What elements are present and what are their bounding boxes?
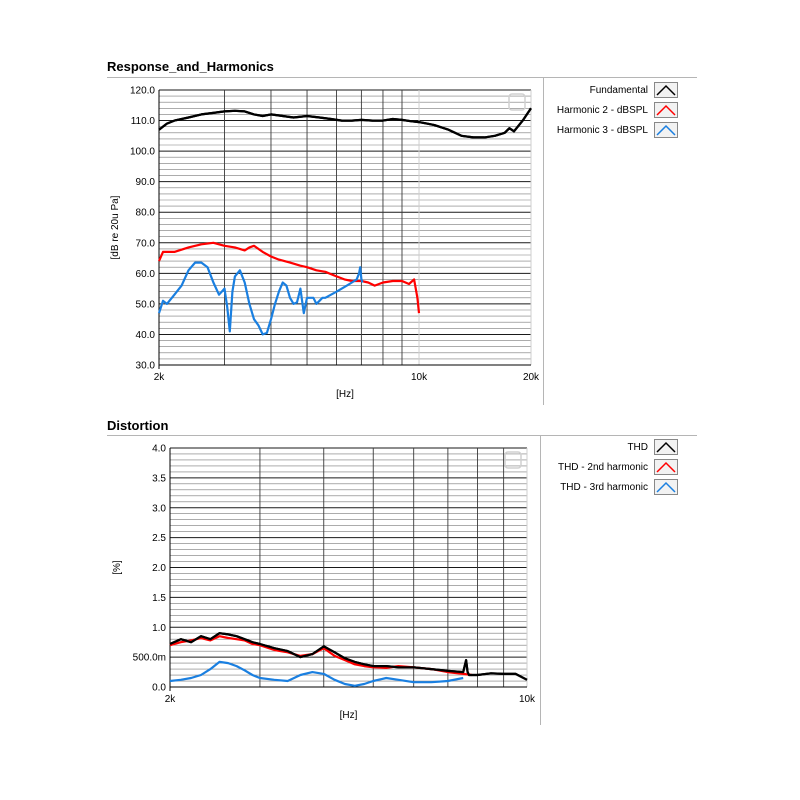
x-tick-label: 20k — [522, 372, 540, 383]
y-tick-label: 90.0 — [135, 177, 155, 189]
y-tick-label: 40.0 — [135, 329, 155, 341]
x-tick-label: 2k — [164, 694, 176, 705]
y-tick-label: 3.0 — [152, 503, 166, 515]
x-tick-label: 10k — [518, 694, 536, 705]
legend-label: Fundamental — [589, 84, 648, 96]
x-tick-label: 10k — [410, 372, 428, 383]
y-tick-label: 1.0 — [152, 622, 166, 634]
legend-label: THD — [627, 441, 648, 453]
y-tick-label: 1.5 — [152, 592, 166, 604]
x-axis-label: [Hz] — [339, 710, 358, 721]
plot-area — [159, 90, 531, 365]
plot-group-0 — [110, 86, 540, 401]
chart-title-distortion: Distortion — [107, 418, 169, 433]
y-tick-label: 100.0 — [129, 146, 155, 158]
y-tick-label: 500.0m — [132, 652, 166, 664]
y-tick-label: 110.0 — [130, 116, 155, 128]
legend-label: THD - 3rd harmonic — [560, 481, 648, 493]
y-tick-label: 60.0 — [135, 268, 155, 280]
y-axis-label: [%] — [112, 560, 123, 575]
y-tick-label: 30.0 — [135, 360, 155, 372]
y-axis-label: [dB re 20u Pa] — [110, 195, 121, 260]
y-tick-label: 2.0 — [152, 563, 166, 574]
x-axis-label: [Hz] — [336, 389, 354, 400]
y-tick-label: 120.0 — [129, 85, 155, 97]
y-tick-label: 80.0 — [135, 207, 155, 219]
legend-label: Harmonic 3 - dBSPL — [556, 124, 648, 136]
chart-title-response: Response_and_Harmonics — [107, 59, 274, 74]
x-tick-label: 2k — [153, 372, 165, 383]
y-tick-label: 50.0 — [135, 299, 155, 311]
y-tick-label: 70.0 — [135, 238, 155, 250]
plot-group-1 — [112, 444, 536, 722]
y-tick-label: 4.0 — [152, 443, 166, 455]
y-tick-label: 0.0 — [152, 682, 166, 694]
y-tick-label: 2.5 — [152, 533, 166, 545]
y-tick-label: 3.5 — [152, 473, 166, 485]
legend-label: Harmonic 2 - dBSPL — [556, 104, 648, 116]
legend-label: THD - 2nd harmonic — [557, 461, 648, 473]
